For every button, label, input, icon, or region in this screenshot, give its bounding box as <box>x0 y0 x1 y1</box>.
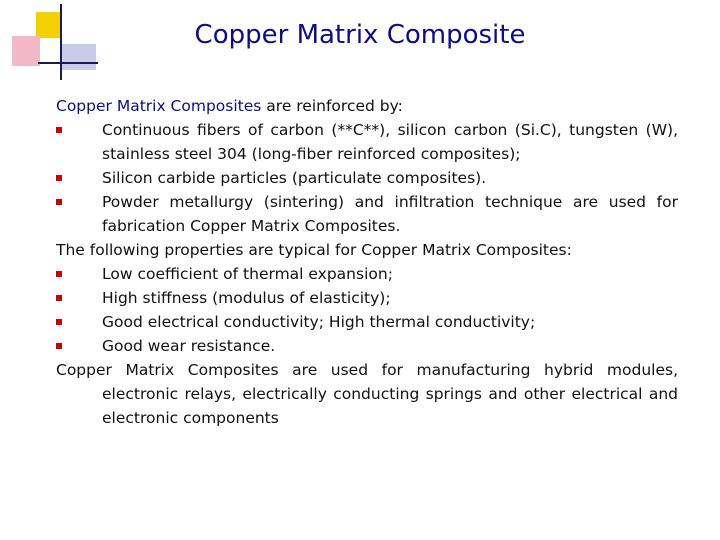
list-item <box>56 262 678 286</box>
list-item <box>56 166 678 190</box>
list-item-text: Low coefficient of thermal expansion; <box>102 265 393 283</box>
list-item <box>56 334 678 358</box>
bullet-square-icon <box>56 343 62 349</box>
list-item-text: Silicon carbide particles (particulate composites). <box>102 169 487 187</box>
intro-rest: are reinforced by: <box>261 97 403 115</box>
intro-highlight: Copper Matrix Composites <box>56 97 262 115</box>
properties-intro: The following properties are typical for Copper Matrix Composites: <box>56 241 572 259</box>
bullet-square-icon <box>56 319 62 325</box>
list-item-text: High stiffness (modulus of elasticity); <box>102 289 391 307</box>
slide-body <box>56 94 678 430</box>
list-item-text: Continuous fibers of carbon (**C**), silicon carbon (Si.C), tungsten (W), stainless steel 304 (long-fiber reinforced composites); <box>102 121 678 163</box>
list-item-text: Powder metallurgy (sintering) and infiltration technique are used for fabrication Copper Matrix Composites. <box>102 193 678 235</box>
deco-horizontal-line <box>38 62 98 64</box>
bullet-square-icon <box>56 295 62 301</box>
list-item-text: Good wear resistance. <box>102 337 276 355</box>
bullet-square-icon <box>56 199 62 205</box>
list-item-text: Good electrical conductivity; High thermal conductivity; <box>102 313 536 331</box>
list-item <box>56 286 678 310</box>
list-item <box>56 190 678 238</box>
list-item <box>56 118 678 166</box>
intro-line <box>56 94 678 118</box>
list-item <box>56 310 678 334</box>
bullet-square-icon <box>56 175 62 181</box>
closing-paragraph: Copper Matrix Composites are used for manufacturing hybrid modules, electronic relays, electrically conducting springs and other electrical and electronic components <box>56 361 678 427</box>
bullet-square-icon <box>56 271 62 277</box>
bullet-square-icon <box>56 127 62 133</box>
slide-title: Copper Matrix Composite <box>194 20 526 50</box>
